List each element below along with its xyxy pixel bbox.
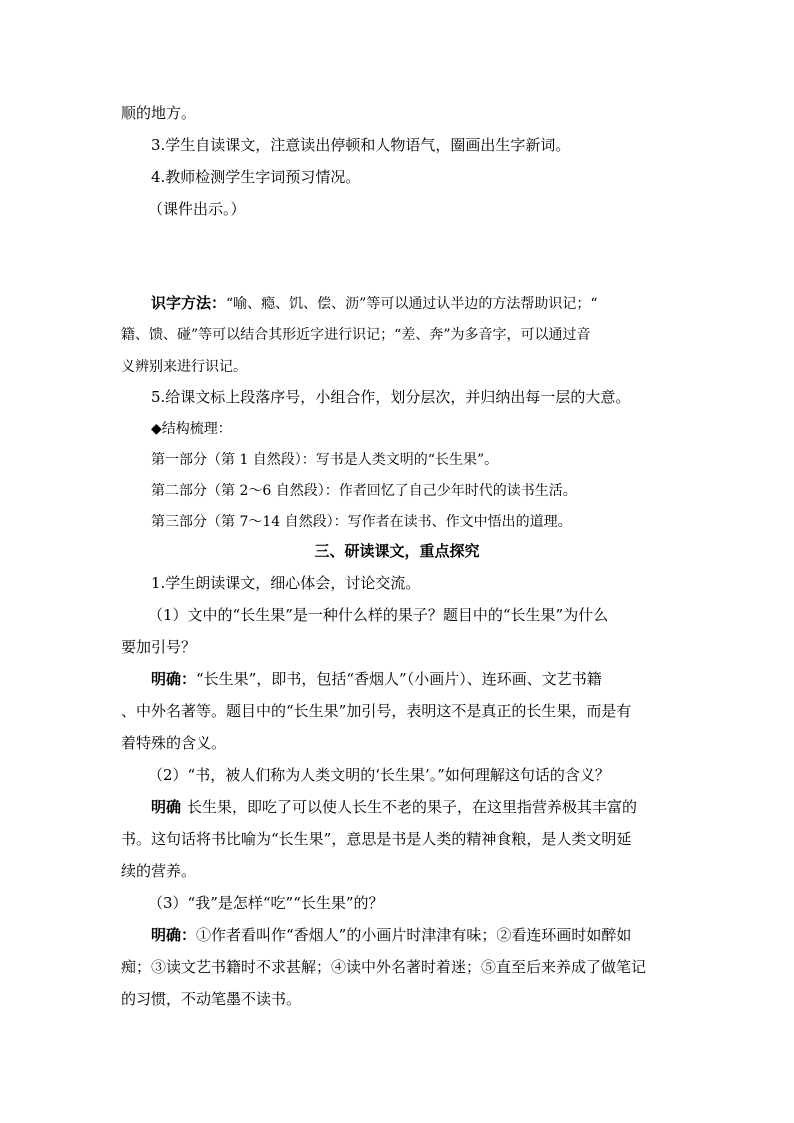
question-2: （2）“书，被人们称为人类文明的‘长生果’。”如何理解这句话的含义？: [148, 766, 610, 784]
literacy-method-text-1: “喻、瘾、饥、偿、沥”等可以通过认半边的方法帮助识记；“: [226, 296, 598, 312]
answer-3-text-1: ①作者看叫作“香烟人”的小画片时津津有味；②看连环画时如醉如: [196, 926, 632, 944]
answer-2-line-1: [151, 797, 637, 817]
question-1-line-2: 要加引号？: [121, 638, 197, 656]
literacy-method-line-3: 义辨别来进行识记。: [121, 359, 247, 375]
answer-2-line-3: 续的营养。: [121, 862, 197, 880]
answer-1-line-2: 、中外名著等。题目中的“长生果”加引号，表明这不是真正的长生果，而是有: [121, 702, 632, 720]
answer-3-line-2: 痴；③读文艺书籍时不求甚解；④读中外名著时着迷；⑤直至后来养成了做笔记: [121, 958, 647, 976]
section-3-heading: 三、研读课文，重点探究: [314, 542, 480, 560]
structure-part-3: 第三部分（第 7～14 自然段）：写作者在读书、作文中悟出的道理。: [151, 514, 572, 530]
answer-2-line-2: 书。这句话将书比喻为“长生果”，意思是书是人类的精神食粮，是人类文明延: [121, 830, 632, 848]
paragraph-continuation: 顺的地方。: [121, 104, 197, 122]
answer-3-line-3: 的习惯，不动笔墨不读书。: [121, 990, 302, 1008]
literacy-method-line-1: [151, 293, 598, 314]
answer-1-line-1: [151, 669, 602, 689]
step-3: 3.学生自读课文，注意读出停顿和人物语气，圈画出生字新词。: [151, 136, 571, 154]
section-3-step-1: 1.学生朗读课文，细心体会，讨论交流。: [151, 574, 421, 592]
structure-title: ◆结构梳理：: [151, 421, 232, 437]
answer-2-label: 明确: [151, 798, 182, 816]
step-5: 5.给课文标上段落序号，小组合作，划分层次，并归纳出每一层的大意。: [151, 388, 631, 406]
answer-1-text-1: “长生果”，即书，包括“香烟人”（小画片）、连环画、文艺书籍: [196, 670, 602, 688]
answer-2-text-1: 长生果，即吃了可以使人长生不老的果子，在这里指营养极其丰富的: [187, 798, 638, 816]
step-4: 4.教师检测学生字词预习情况。: [151, 168, 361, 186]
answer-3-label: 明确：: [151, 926, 197, 944]
courseware-note: （课件出示。）: [148, 200, 246, 218]
structure-part-2: 第二部分（第 2～6 自然段）：作者回忆了自己少年时代的读书生活。: [151, 483, 577, 499]
answer-1-line-3: 着特殊的含义。: [121, 734, 227, 752]
literacy-method-line-2: 籍、馈、碰”等可以结合其形近字进行识记；“差、奔”为多音字，可以通过音: [121, 327, 591, 343]
answer-1-label: 明确：: [151, 670, 197, 688]
question-1-line-1: （1）文中的“长生果”是一种什么样的果子？题目中的“长生果”为什么: [148, 606, 609, 624]
answer-3-line-1: [151, 925, 631, 945]
structure-part-1: 第一部分（第 1 自然段）：写书是人类文明的“长生果”。: [151, 452, 499, 468]
question-3: （3）“我”是怎样“吃”“长生果”的？: [148, 894, 384, 912]
literacy-method-label: 识字方法：: [151, 294, 227, 312]
